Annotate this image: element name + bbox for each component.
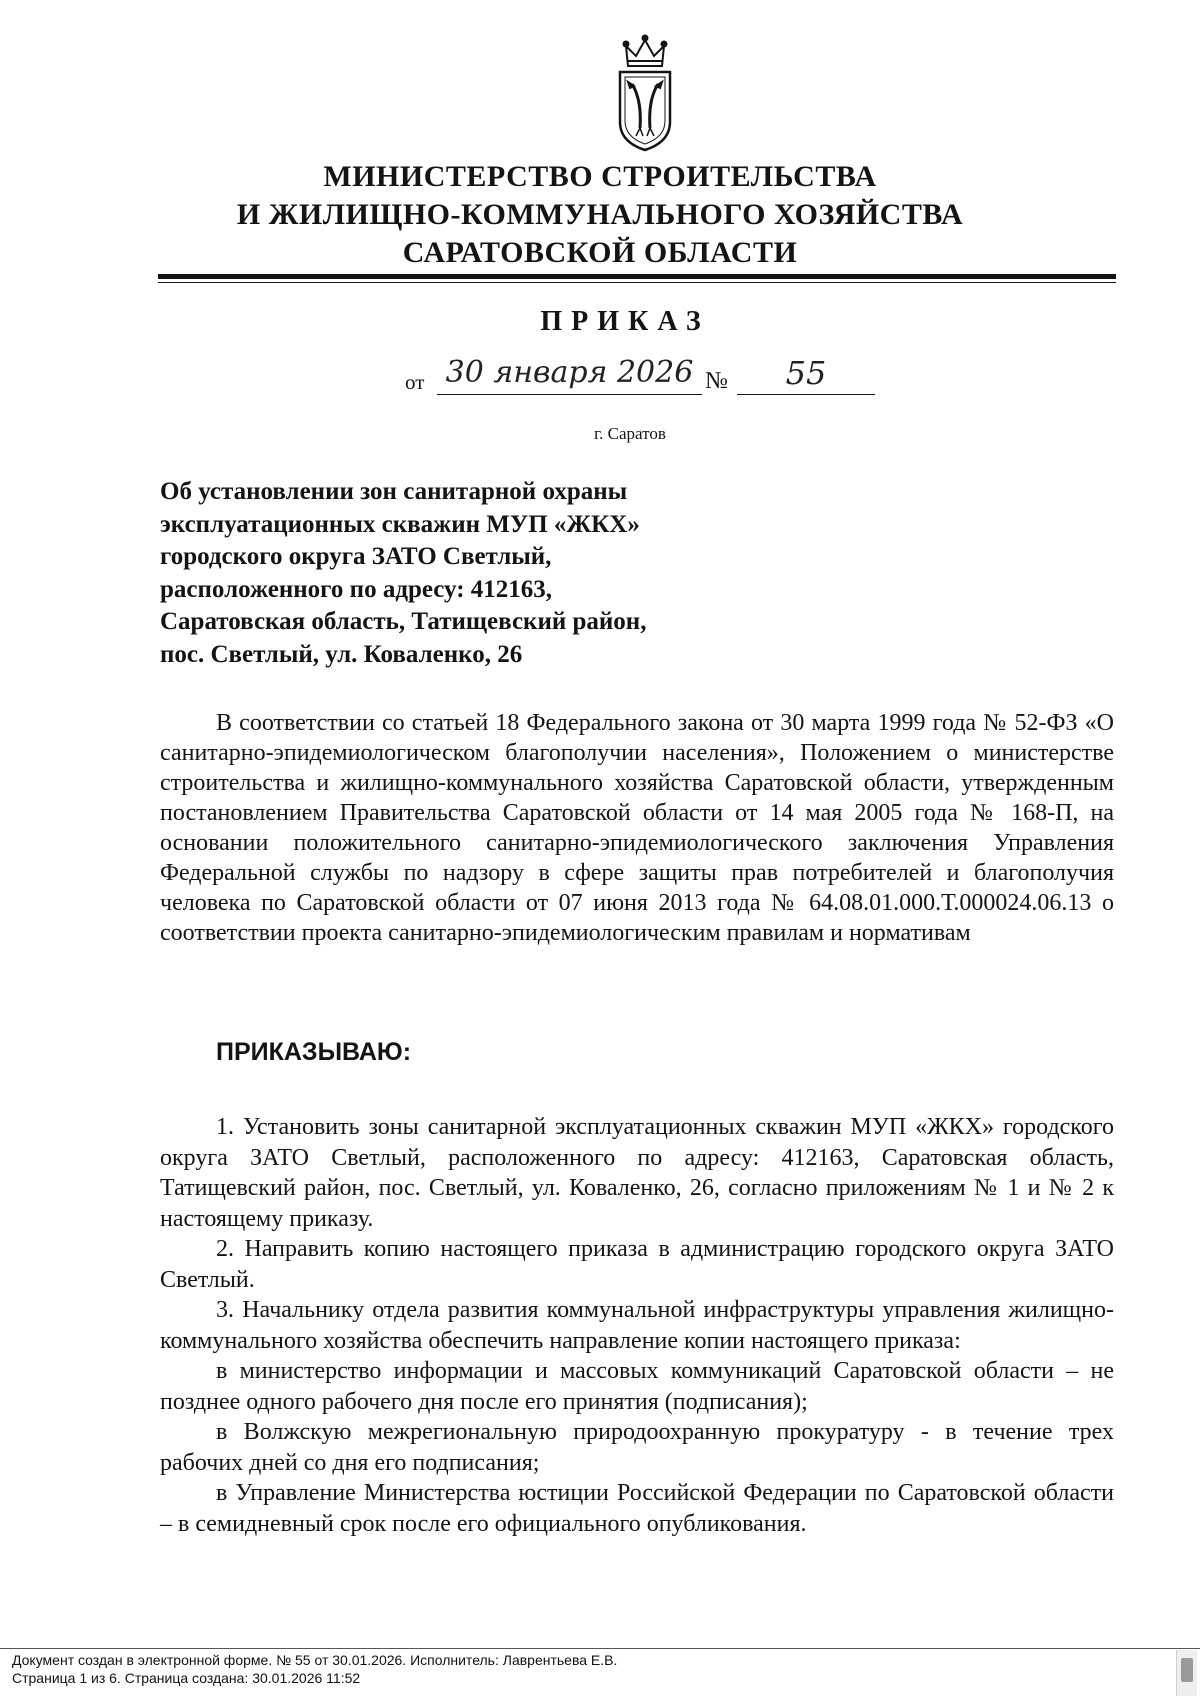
order-item-2: 2. Направить копию настоящего приказа в администрацию городского округа ЗАТО Светлый. [160,1236,1114,1293]
subject-line-5: Саратовская область, Татищевский район, [160,608,647,635]
handwritten-date: 30 января 2026 [437,354,702,395]
subject-line-3: городского округа ЗАТО Светлый, [160,543,552,570]
footer-line-2: Страница 1 из 6. Страница создана: 30.01.2026 11:52 [12,1670,361,1686]
header-rule-thick [158,274,1116,279]
saratov-coat-of-arms-icon [610,28,680,156]
order-subject [160,476,780,671]
order-recipient-2: в Волжскую межрегиональную природоохранную прокуратуру - в течение трех рабочих дней со дня его подписания; [160,1419,1114,1476]
footer-line-1: Документ создан в электронной форме. № 55 от 30.01.2026. Исполнитель: Лаврентьева Е.В. [12,1652,618,1668]
ministry-line-3: САРАТОВСКОЙ ОБЛАСТИ [402,236,798,269]
preamble-paragraph: В соответствии со статьей 18 Федерального закона от 30 марта 1999 года № 52-ФЗ «О санитарно-эпидемиологическом благополучии населения», Положением о министерстве строительства и жилищно-коммунального хозяйства Саратовской области, утвержденным постановлением Правительства Саратовской области от 14 мая 2005 года № 168-П, на основании положительного санитарно-эпидемиологического заключения Управления Федеральной службы по надзору в сфере защиты прав потребителей и благополучия человека по Саратовской области от 07 июня 2013 года № 64.08.01.000.Т.000024.06.13 о соответствии проекта санитарно-эпидемиологическим правилам и нормативам [160,710,1114,946]
orders-heading: ПРИКАЗЫВАЮ: [216,1038,412,1066]
ministry-line-2: И ЖИЛИЩНО-КОММУНАЛЬНОГО ХОЗЯЙСТВА [236,198,964,231]
order-recipient-3: в Управление Министерства юстиции Российской Федерации по Саратовской области – в семидневный срок после его официального опубликования. [160,1480,1114,1537]
number-prefix: № [705,368,728,394]
order-item-3: 3. Начальнику отдела развития коммунальной инфраструктуры управления жилищно-коммунального хозяйства обеспечить направление копии настоящего приказа: [160,1297,1114,1354]
subject-line-4: расположенного по адресу: 412163, [160,575,553,603]
header-rule-thin [158,282,1116,283]
order-title: ПРИКАЗ [540,306,710,337]
preamble [160,708,1114,948]
subject-line-1: Об установлении зон санитарной охраны [160,478,628,505]
date-prefix: от [405,370,425,394]
order-item-1: 1. Установить зоны санитарной эксплуатационных скважин МУП «ЖКХ» городского округа ЗАТО Светлый, расположенного по адресу: 412163, Саратовская область, Татищевский район, пос. Светлый, ул. Коваленко, 26, согласно приложениям № 1 и № 2 к настоящему приказу. [160,1114,1114,1232]
ministry-heading [0,158,1200,272]
scrollbar[interactable] [1176,1650,1197,1696]
scrollbar-thumb[interactable] [1181,1658,1193,1682]
order-recipient-1: в министерство информации и массовых коммуникаций Саратовской области – не позднее одного рабочего дня после его принятия (подписания); [160,1358,1114,1415]
subject-line-2: эксплуатационных скважин МУП «ЖКХ» [160,510,640,538]
order-date-line [405,354,885,400]
city-label: г. Саратов [594,424,666,443]
handwritten-number: 55 [737,354,875,395]
orders-list [160,1112,1114,1539]
document-footer [0,1648,1200,1699]
subject-line-6: пос. Светлый, ул. Коваленко, 26 [160,640,523,668]
ministry-line-1: МИНИСТЕРСТВО СТРОИТЕЛЬСТВА [323,160,877,193]
